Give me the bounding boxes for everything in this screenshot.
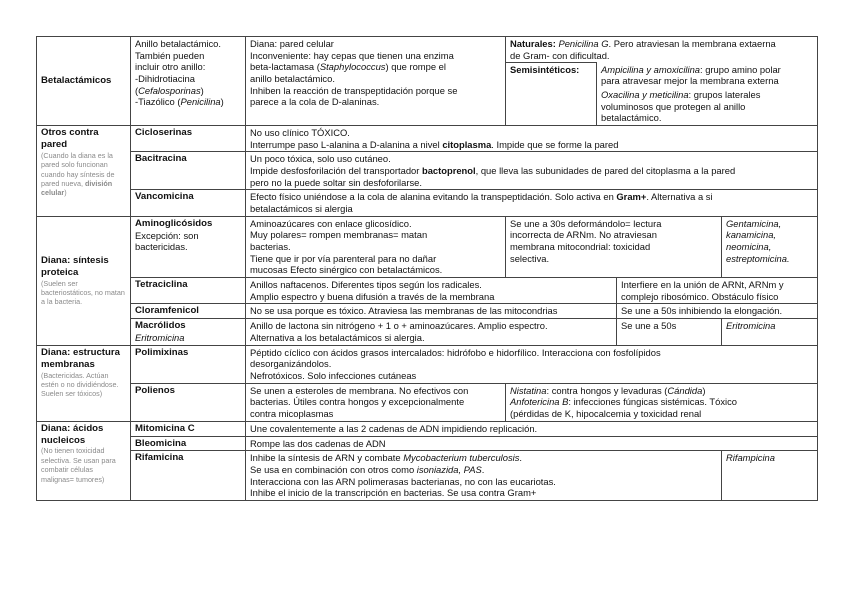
drug-mitomicina: Mitomicina C — [131, 421, 246, 436]
drug-polimixinas: Polimixinas — [131, 345, 246, 383]
group-acidos-nucleicos: Diana: ácidos nucleicos (No tienen toxicidad selectiva. Se usan para combatir células malignas= tumores) — [37, 421, 131, 500]
drug-polienos: Polienos — [131, 383, 246, 421]
beta-structure-cell: Anillo betalactámico. También pueden incluir otro anillo: -Dihidrotiacina (Cefalosporinas) -Tiazólico (Penicilina) — [131, 37, 246, 126]
drug-bleomicina: Bleomicina — [131, 436, 246, 451]
row-mitomicina: Diana: ácidos nucleicos (No tienen toxicidad selectiva. Se usan para combatir células malignas= tumores) Mitomicina C Une covalentemente a las 2 cadenas de ADN impidiendo replicación. — [37, 421, 818, 436]
drug-aminoglicosidos: Aminoglicósidos — [135, 217, 213, 229]
row-aminoglicosidos: Diana: síntesis proteica (Suelen ser bacteriostáticos, no matan a la bacteria. Aminoglicósidos Excepción: son bactericidas. Aminoazúcares con enlace glicosídico. Muy polares= rompen membranas= matan bacterias. Tiene que ir por vía parenteral para no dañar mucosas Efecto sinérgico con betalactámicos. Se une a 30s deformándolo= lectura incorrecta de ARNm. No atraviesan membrana mitocondrial: toxicidad selectiva. Gentamicina, kanamicina, neomicina, estreptomicina. — [37, 216, 818, 277]
row-bleomicina: Bleomicina Rompe las dos cadenas de ADN — [37, 436, 818, 451]
drug-cicloserinas: Cicloserinas — [131, 126, 246, 152]
row-tetraciclina: Tetraciclina Anillos naftacenos. Diferentes tipos según los radicales. Amplio espectro y buena difusión a través de la membrana Interfiere en la unión de ARNt, ARNm y complejo ribosómico. Obstáculo físico — [37, 277, 818, 303]
drug-cloramfenicol: Cloramfenicol — [131, 304, 246, 319]
drug-rifamicina: Rifamicina — [131, 451, 246, 501]
beta-mechanism-cell: Diana: pared celular Inconveniente: hay cepas que tienen una enzima beta-lactamasa (Staphylococcus) que rompe el anillo betalactámico. Inhiben la reacción de transpeptidación porque se parece a la cola de D-alaninas. — [246, 37, 506, 126]
semi-b-block: Oxacilina y meticilina: grupos laterales voluminosos que protegen al anillo betalactámico. — [601, 89, 761, 124]
row-polienos: Polienos Se unen a esteroles de membrana. No efectivos con bacterias. Útiles contra hongos y excepcionalmente contra micoplasmas Nistatina: contra hongos y levaduras (Cándida) Anfotericina B: infecciones fúngicas sistémicas. Tóxico (pérdidas de K, hipocalcemia y toxicidad renal — [37, 383, 818, 421]
row-cicloserinas: Otros contra pared (Cuando la diana es la pared solo funcionan cuando hay síntesis de pared nueva, división celular) Cicloserinas No uso clínico TÓXICO. Interrumpe paso L-alanina a D-alanina a nivel citoplasma. Impide que se forme la pared — [37, 126, 818, 152]
naturales-block: Naturales: Penicilina G. Pero atraviesan la membrana extaerna de Gram- con dificultad. — [510, 38, 776, 61]
drug-tetraciclina: Tetraciclina — [131, 277, 246, 303]
row-vancomicina: Vancomicina Efecto físico uniéndose a la cola de alanina evitando la transpeptidación. Solo activa en Gram+. Alternativa a si betalactámicos si alergia — [37, 190, 818, 216]
group-sintesis-proteica: Diana: síntesis proteica (Suelen ser bacteriostáticos, no matan a la bacteria. — [37, 216, 131, 345]
semi-a-block: Ampicilina y amoxicilina: grupo amino polar para atravesar mejor la membrana externa — [601, 63, 781, 87]
row-betalactamicos — [37, 37, 818, 126]
drug-bacitracina: Bacitracina — [131, 152, 246, 190]
row-rifamicina: Rifamicina Inhibe la síntesis de ARN y combate Mycobacterium tuberculosis. Se usa en combinación con otros como isoniazida, PAS. Interacciona con las ARN polimerasas bacterianas, no con las eucariotas. Inhibe el inicio de la transcripción en bacterias. Se usa contra Gram+ Rifampicina — [37, 451, 818, 501]
beta-types-cell: Naturales: Penicilina G. Pero atraviesan la membrana extaerna de Gram- con dificultad. Semisintéticos: Ampicilina y amoxicilina: grupo amino polar para atravesar mejor la membrana externa Oxacilina y meticilina: grupos laterales voluminosos que protegen al anillo betalactámico. — [506, 37, 818, 126]
drug-vancomicina: Vancomicina — [131, 190, 246, 216]
group-membranas: Diana: estructura membranas (Bactericidas. Actúan estén o no dividiéndose. Suelen ser tóxicos) — [37, 345, 131, 421]
row-cloramfenicol: Cloramfenicol No se usa porque es tóxico. Atraviesa las membranas de las mitocondrias Se une a 50s inhibiendo la elongación. — [37, 304, 818, 319]
row-bacitracina: Bacitracina Un poco tóxica, solo uso cutáneo. Impide desfosforilación del transportador bactoprenol, que lleva las subunidades de pared del citoplasma a la pared pero no la puede soltar sin desfoforilarse. — [37, 152, 818, 190]
drug-macrolidos: Macrólidos — [135, 320, 186, 332]
row-polimixinas: Diana: estructura membranas (Bactericidas. Actúan estén o no dividiéndose. Suelen ser tóxicos) Polimixinas Péptido cíclico con ácidos grasos intercalados: hidrófobo e hidorfílico. Interacciona con fosfolípidos desorganizándolos. Nefrotóxicos. Solo infecciones cutáneas — [37, 345, 818, 383]
group-betalactamicos: Betalactámicos — [37, 37, 131, 126]
row-macrolidos: Macrólidos Eritromicina Anillo de lactona sin nitrógeno + 1 o + aminoazúcares. Amplio espectro. Alternativa a los betalactámicos si alergia. Se une a 50s Eritromicina — [37, 319, 818, 346]
group-otros-pared: Otros contra pared (Cuando la diana es la pared solo funcionan cuando hay síntesis de pared nueva, división celular) — [37, 126, 131, 217]
antibiotics-table — [36, 36, 818, 501]
